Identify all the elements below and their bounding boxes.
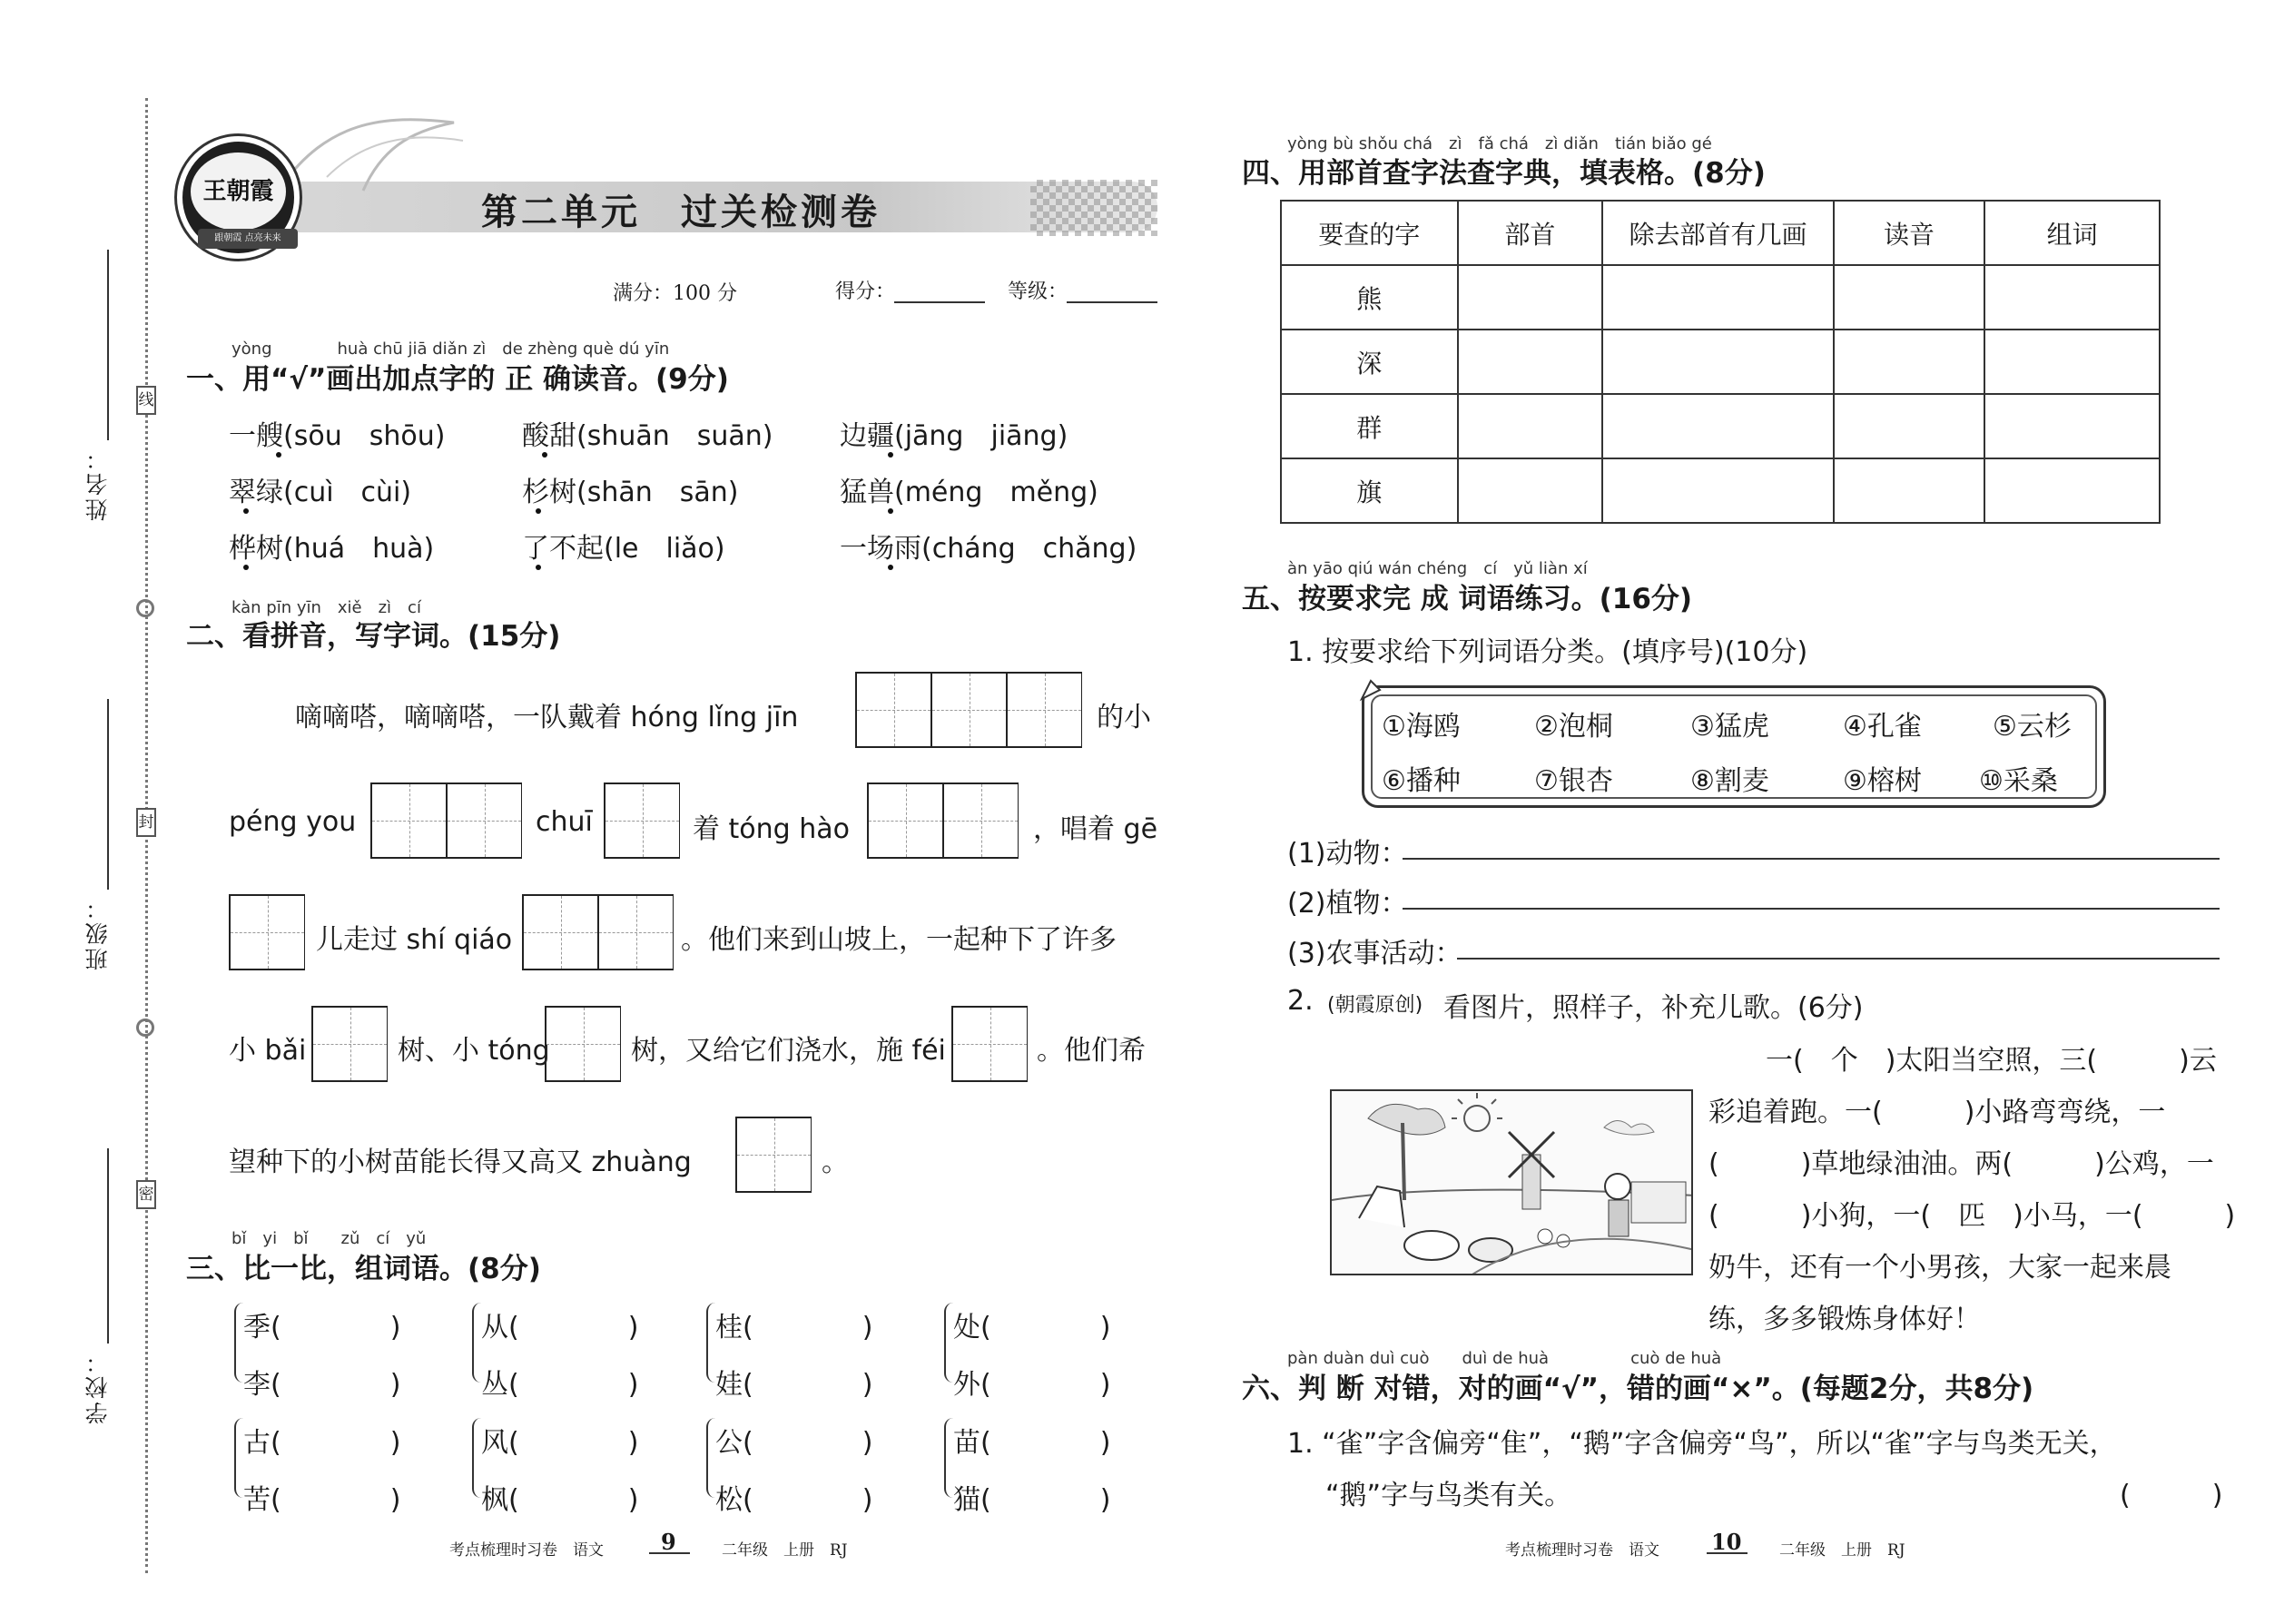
answer-cell[interactable] [1458, 265, 1603, 330]
footer-right-series: 考点梳理时习卷 语文 [1505, 1541, 1659, 1560]
song-line: 一( 个 )太阳当空照，三( )云 [1766, 1045, 2217, 1077]
song-line: 奶牛，还有一个小男孩，大家一起来晨 [1708, 1252, 2171, 1284]
page-number-underline [1707, 1552, 1748, 1554]
song-line: 彩追着跑。一( )小路弯弯绕，一 [1708, 1097, 2166, 1128]
full-score: 满分：100 分 [613, 282, 737, 305]
q2-text: 望种下的小树苗能长得又高又 zhuàng [229, 1147, 692, 1178]
compare-item[interactable]: 苦( ) [243, 1484, 401, 1516]
radical-lookup-table [1280, 200, 2161, 524]
q3-heading: 三、比一比，组词语。(8分) [186, 1253, 541, 1285]
compare-item[interactable]: 李( ) [243, 1369, 401, 1401]
q6-heading: 六、判 断 对错，对的画“√”，错的画“×”。(每题2分，共8分) [1242, 1373, 2034, 1405]
table-row [1281, 265, 2160, 330]
compare-item[interactable]: 桂( ) [715, 1312, 873, 1343]
writing-cell[interactable] [311, 1006, 388, 1082]
answer-grid-bai[interactable] [311, 1006, 387, 1082]
ribbon-decoration [272, 104, 472, 204]
q4-heading: 四、用部首查字法查字典，填表格。(8分) [1242, 157, 1766, 190]
answer-grid-fei[interactable] [951, 1006, 1027, 1082]
binding-swirl-icon [136, 1019, 154, 1037]
q2-text: ，唱着 gē [1033, 813, 1158, 845]
q6-answer-paren[interactable]: ( ) [2120, 1480, 2223, 1511]
q1-item[interactable]: 酸甜(shuān suān) [522, 420, 773, 452]
answer-cell[interactable] [1458, 330, 1603, 394]
compare-item[interactable]: 处( ) [953, 1312, 1111, 1343]
answer-cell[interactable] [1458, 458, 1603, 523]
category-plant-field[interactable] [1403, 908, 2220, 910]
column-header: 部首 [1458, 201, 1603, 265]
song-line: ( )草地绿油油。两( )公鸡，一 [1708, 1148, 2214, 1180]
q2-text: péng you [229, 806, 357, 838]
school-field[interactable] [107, 1148, 109, 1343]
q2-text: 的小 [1097, 702, 1151, 733]
category-animal-field[interactable] [1403, 858, 2220, 860]
footer-right-grade: 二年级 上册 RJ [1779, 1541, 1905, 1560]
category-animal-label: (1)动物： [1287, 838, 1408, 870]
q2-text: 树，又给它们浇水，施 féi [631, 1035, 946, 1067]
category-farm-field[interactable] [1457, 958, 2220, 960]
q2-text: 嘀嘀嗒，嘀嘀嗒，一队戴着 hóng lǐng jīn [295, 702, 799, 733]
q2-text: 树、小 tóng [398, 1035, 550, 1067]
writing-cell[interactable] [942, 782, 1019, 859]
q5-sub2-number: 2. [1287, 985, 1314, 1017]
emphasis-dot [888, 452, 893, 458]
table-row [1281, 330, 2160, 394]
column-header: 组词 [1984, 201, 2160, 265]
answer-cell[interactable] [1602, 330, 1833, 394]
compare-item[interactable]: 苗( ) [953, 1427, 1111, 1459]
q3-pinyin: bǐ yi bǐ zǔ cí yǔ [231, 1229, 427, 1248]
answer-cell[interactable] [1984, 330, 2160, 394]
q2-pinyin: kàn pīn yīn xiě zì cí [231, 598, 421, 617]
compare-item[interactable]: 娃( ) [715, 1369, 873, 1401]
emphasis-dot [536, 508, 541, 514]
answer-cell[interactable] [1834, 458, 1985, 523]
q2-text: chuī [536, 806, 593, 838]
banner-checker-pattern [1030, 180, 1157, 236]
q2-text: 。他们希 [1037, 1035, 1146, 1067]
answer-cell[interactable] [1984, 458, 2160, 523]
farm-scene-drawing [1332, 1091, 1693, 1275]
column-header: 要查的字 [1281, 201, 1458, 265]
word-chip: ⑧割麦 [1690, 765, 1769, 797]
seal-char-xian: 线 [136, 386, 156, 415]
q5-sub2: 看图片，照样子，补充儿歌。(6分) [1443, 992, 1864, 1024]
lookup-char: 深 [1281, 330, 1458, 394]
compare-item[interactable]: 外( ) [953, 1369, 1111, 1401]
original-tag: (朝霞原创) [1327, 994, 1423, 1017]
brand-logo-motto: 跟朝霞 点亮未来 [198, 229, 298, 249]
q1-item[interactable]: 翠绿(cuì cùi) [229, 477, 412, 508]
writing-cell[interactable] [735, 1117, 812, 1193]
q1-item[interactable]: 桦树(huá huà) [229, 533, 435, 565]
q2-text: 。他们来到山坡上，一起种下了许多 [681, 924, 1117, 956]
q5-pinyin: àn yāo qiú wán chéng cí yǔ liàn xí [1287, 559, 1588, 578]
q1-item[interactable]: 一艘(sōu shōu) [229, 420, 446, 452]
q4-pinyin: yòng bù shǒu chá zì fǎ chá zì diǎn tián biǎo gé [1287, 134, 1712, 153]
writing-cell[interactable] [370, 782, 447, 859]
word-chip: ②泡桐 [1534, 711, 1613, 743]
q6-pinyin: pàn duàn duì cuò duì de huà cuò de huà [1287, 1349, 1722, 1368]
writing-cell[interactable] [597, 894, 674, 970]
q6-item-1: 1. “雀”字含偏旁“隹”，“鹅”字含偏旁“鸟”，所以“雀”字与鸟类无关， [1287, 1428, 2117, 1460]
q1-heading: 一、用“√”画出加点字的 正 确读音。(9分) [186, 363, 729, 396]
compare-item[interactable]: 公( ) [715, 1427, 873, 1459]
lookup-char: 群 [1281, 394, 1458, 458]
page-number-underline [649, 1552, 690, 1554]
writing-cell[interactable] [930, 672, 1007, 748]
answer-cell[interactable] [1834, 394, 1985, 458]
footer-left-series: 考点梳理时习卷 语文 [449, 1541, 604, 1560]
emphasis-dot [888, 508, 893, 514]
writing-cell[interactable] [855, 672, 931, 748]
name-field[interactable] [107, 250, 109, 440]
writing-cell[interactable] [229, 894, 305, 970]
word-chip: ⑤云杉 [1993, 711, 2072, 743]
answer-grid-peng-you[interactable] [370, 782, 521, 859]
word-chip: ③猛虎 [1690, 711, 1769, 743]
word-chip: ⑥播种 [1382, 765, 1461, 797]
writing-cell[interactable] [951, 1006, 1028, 1082]
farm-scene-illustration [1330, 1089, 1693, 1275]
emphasis-dot [888, 565, 893, 570]
seal-char-feng: 封 [136, 808, 156, 837]
writing-cell[interactable] [522, 894, 598, 970]
answer-grid-tong-hao[interactable] [867, 782, 1018, 859]
q1-item[interactable]: 杉树(shān sān) [522, 477, 739, 508]
table-header-row [1281, 201, 2160, 265]
pin-icon [1357, 676, 1384, 704]
category-plant-label: (2)植物： [1287, 888, 1408, 920]
table-row [1281, 458, 2160, 523]
answer-cell[interactable] [1834, 330, 1985, 394]
page-title: 第二单元 过关检测卷 [481, 192, 881, 233]
q1-item[interactable]: 猛兽(méng měng) [840, 477, 1098, 508]
q2-heading: 二、看拼音，写字词。(15分) [186, 620, 561, 653]
q2-text: 。 [822, 1147, 849, 1178]
answer-grid-tong[interactable] [545, 1006, 620, 1082]
category-farm-label: (3)农事活动： [1287, 938, 1462, 969]
answer-grid-chui[interactable] [604, 782, 679, 859]
song-line: 练，多多锻炼身体好！ [1708, 1304, 1981, 1335]
q1-item[interactable]: 边疆(jāng jiāng) [840, 420, 1068, 452]
writing-cell[interactable] [446, 782, 522, 859]
compare-item[interactable]: 风( ) [481, 1427, 639, 1459]
emphasis-dot [276, 452, 281, 458]
writing-cell[interactable] [604, 782, 680, 859]
emphasis-dot [542, 452, 547, 458]
grade-label: 等级： [1008, 281, 1068, 303]
compare-item[interactable]: 猫( ) [953, 1484, 1111, 1516]
answer-cell[interactable] [1984, 265, 2160, 330]
q2-text: 儿走过 shí qiáo [316, 924, 513, 956]
seal-char-mi: 密 [136, 1180, 156, 1209]
class-field[interactable] [107, 699, 109, 890]
answer-grid-hong-ling-jin[interactable] [855, 672, 1081, 748]
score-label: 得分： [835, 281, 896, 303]
compare-item[interactable]: 从( ) [481, 1312, 639, 1343]
lookup-char: 熊 [1281, 265, 1458, 330]
q1-item[interactable]: 了不起(le liǎo) [522, 533, 725, 565]
answer-cell[interactable] [1834, 265, 1985, 330]
class-label: 班级： [84, 894, 111, 970]
emphasis-dot [243, 508, 249, 514]
grade-field[interactable] [1067, 276, 1157, 303]
compare-item[interactable]: 丛( ) [481, 1369, 639, 1401]
answer-cell[interactable] [1458, 394, 1603, 458]
emphasis-dot [243, 565, 249, 570]
q1-pinyin: yòng huà chū jiā diǎn zì de zhèng què dú yīn [231, 340, 670, 359]
answer-cell[interactable] [1602, 458, 1833, 523]
q2-text: 小 bǎi [229, 1035, 307, 1067]
song-line: ( )小狗，一( 匹 )小马，一( ) [1708, 1200, 2236, 1232]
answer-grid-shi-qiao[interactable] [522, 894, 673, 970]
column-header: 除去部首有几画 [1602, 201, 1833, 265]
school-label: 学校： [84, 1348, 111, 1424]
q1-item[interactable]: 一场雨(cháng chǎng) [840, 533, 1137, 565]
answer-grid-ge[interactable] [229, 894, 304, 970]
compare-item[interactable]: 枫( ) [481, 1484, 639, 1516]
word-chip: ⑦银杏 [1534, 765, 1613, 797]
q6-item-1-cont: “鹅”字与鸟类有关。 [1325, 1480, 1572, 1511]
binding-swirl-icon [136, 599, 154, 617]
column-header: 读音 [1834, 201, 1985, 265]
answer-cell[interactable] [1602, 265, 1833, 330]
writing-cell[interactable] [867, 782, 943, 859]
writing-cell[interactable] [545, 1006, 621, 1082]
word-chip: ①海鸥 [1382, 711, 1461, 743]
compare-item[interactable]: 古( ) [243, 1427, 401, 1459]
compare-item[interactable]: 季( ) [243, 1312, 401, 1343]
q2-text: 着 tóng hào [693, 813, 850, 845]
brand-logo-text: 王朝霞 [191, 153, 286, 231]
answer-cell[interactable] [1602, 394, 1833, 458]
q5-sub1: 1. 按要求给下列词语分类。(填序号)(10分) [1287, 636, 1808, 668]
footer-left-grade: 二年级 上册 RJ [722, 1541, 848, 1560]
word-chip: ④孔雀 [1843, 711, 1922, 743]
writing-cell[interactable] [1006, 672, 1082, 748]
table-row [1281, 394, 2160, 458]
compare-item[interactable]: 松( ) [715, 1484, 873, 1516]
lookup-char: 旗 [1281, 458, 1458, 523]
answer-grid-zhuang[interactable] [735, 1117, 811, 1193]
page-number-right: 10 [1711, 1529, 1742, 1555]
page-number-left: 9 [661, 1529, 676, 1555]
word-chip: ⑩采桑 [1979, 765, 2058, 797]
name-label: 姓名： [84, 445, 111, 521]
answer-cell[interactable] [1984, 394, 2160, 458]
q5-heading: 五、按要求完 成 词语练习。(16分) [1242, 583, 1693, 615]
emphasis-dot [536, 565, 541, 570]
score-field[interactable] [894, 276, 985, 303]
word-chip: ⑨榕树 [1843, 765, 1922, 797]
